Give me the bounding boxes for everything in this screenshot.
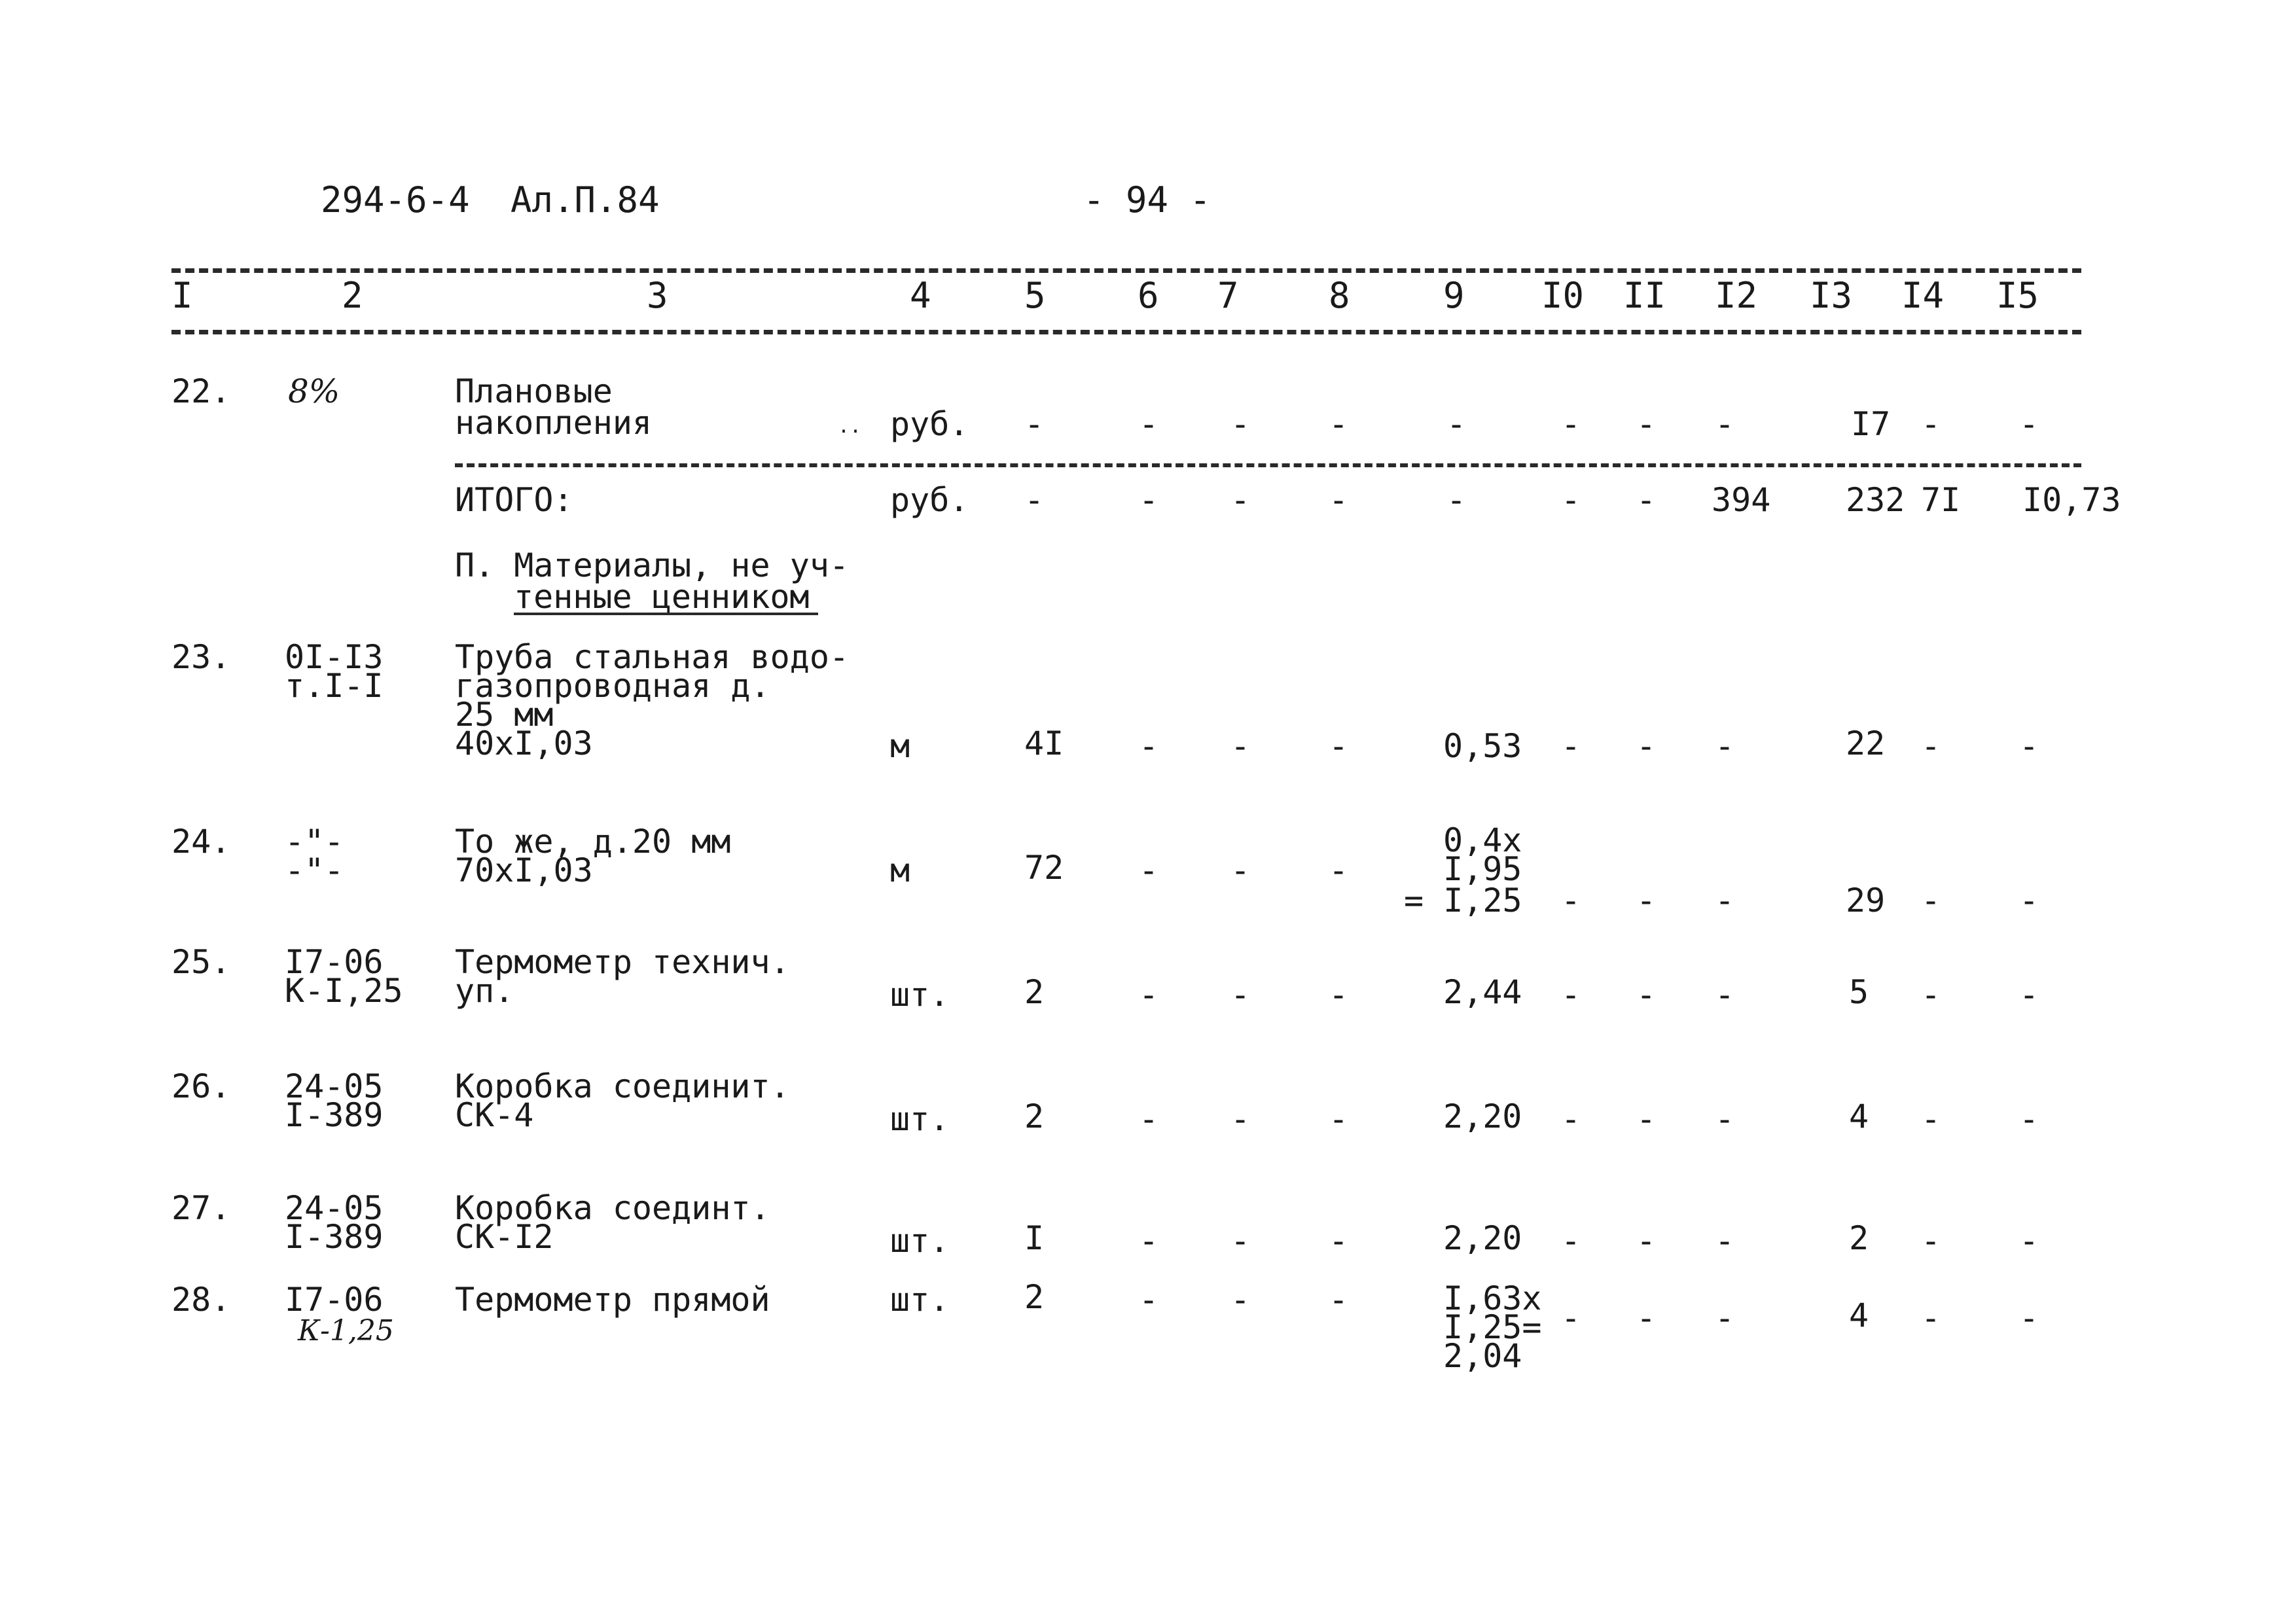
col5-value: 72: [1024, 849, 1064, 887]
col15-value: -: [2019, 405, 2039, 443]
col7-value: -: [1230, 481, 1251, 519]
row-number: 24.: [171, 823, 231, 861]
col5-value: 2: [1024, 973, 1045, 1011]
col14-value: -: [1921, 405, 1941, 443]
col13-value: 232: [1846, 481, 1905, 519]
col6-value: -: [1139, 1100, 1159, 1138]
col5-value: 2: [1024, 1278, 1045, 1316]
row-code-line2: -"-: [285, 851, 344, 889]
column-header-11: II: [1623, 275, 1666, 316]
row-name-line: Труба стальная водо-: [455, 638, 850, 676]
total-rule: [455, 463, 2081, 467]
total-label: ИТОГО:: [455, 481, 573, 519]
col5-value: I: [1024, 1219, 1045, 1257]
col7-value: -: [1230, 1100, 1251, 1138]
row-code-handwritten: К-1,25: [298, 1314, 394, 1347]
unit: шт.: [890, 1222, 950, 1260]
col11-value: -: [1636, 481, 1657, 519]
col10-value: -: [1561, 1222, 1581, 1260]
col9-value: 2,44: [1443, 973, 1522, 1011]
row-name-line: газопроводная д.: [455, 667, 770, 705]
row-code: 24-05: [285, 1189, 384, 1227]
row-code: I7-06: [285, 943, 384, 981]
col13-value: 4: [1849, 1097, 1869, 1135]
col15-value: I0,73: [2022, 481, 2121, 519]
col9-value-line1: 0,4х: [1443, 821, 1522, 859]
row-name-line: Плановые: [455, 372, 613, 410]
col9-value-line2: I,25=: [1443, 1308, 1542, 1346]
column-header-12: I2: [1715, 275, 1758, 316]
col9-value: 0,53: [1443, 727, 1522, 765]
table-top-rule: [171, 268, 2081, 273]
row-code-line2: I-389: [285, 1218, 384, 1256]
column-header-9: 9: [1443, 275, 1465, 316]
column-header-15: I5: [1996, 275, 2039, 316]
col14-value: -: [1921, 1299, 1941, 1337]
col10-value: -: [1561, 405, 1581, 443]
col5-value: -: [1024, 481, 1045, 519]
row-code: 8%: [288, 372, 340, 410]
col12-value: -: [1715, 882, 1735, 919]
document-code: 294-6-4: [321, 179, 470, 221]
page-number: - 94 -: [1083, 179, 1211, 221]
row-name-line: 40хI,03: [455, 724, 593, 762]
unit: шт.: [890, 1281, 950, 1319]
col7-value: -: [1230, 727, 1251, 765]
col8-value: -: [1329, 1222, 1349, 1260]
col8-value: -: [1329, 1281, 1349, 1319]
col13-value: 2: [1849, 1219, 1869, 1257]
col13-value: I7: [1851, 405, 1891, 443]
col9-value-line3: = I,25: [1404, 882, 1522, 919]
row-name-line: Коробка соединт.: [455, 1189, 770, 1227]
unit: руб.: [890, 405, 969, 443]
col12-value: -: [1715, 405, 1735, 443]
row-number: 26.: [171, 1067, 231, 1105]
row-code-line2: I-389: [285, 1096, 384, 1134]
col7-value: -: [1230, 405, 1251, 443]
col9-value: -: [1446, 405, 1467, 443]
column-header-3: 3: [647, 275, 668, 316]
col12-value: -: [1715, 976, 1735, 1014]
col7-value: -: [1230, 1281, 1251, 1319]
col14-value: -: [1921, 727, 1941, 765]
column-header-7: 7: [1217, 275, 1239, 316]
unit: шт.: [890, 1100, 950, 1138]
unit: м: [890, 727, 910, 765]
col9-value-line1: I,63х: [1443, 1279, 1542, 1317]
row-code-line2: т.I-I: [285, 667, 384, 705]
col13-value: 29: [1846, 882, 1886, 919]
column-header-10: I0: [1541, 275, 1585, 316]
row-name-line: 25 мм: [455, 696, 554, 734]
col10-value: -: [1561, 1100, 1581, 1138]
col8-value: -: [1329, 727, 1349, 765]
col11-value: -: [1636, 405, 1657, 443]
col6-value: -: [1139, 405, 1159, 443]
col15-value: -: [2019, 1100, 2039, 1138]
col12-value: 394: [1712, 481, 1771, 519]
section-heading-line2: тенные ценником: [514, 578, 810, 616]
col12-value: -: [1715, 1100, 1735, 1138]
col6-value: -: [1139, 976, 1159, 1014]
row-name-line: Термометр прямой: [455, 1281, 770, 1319]
section-underline: [514, 613, 818, 615]
col9-value: 2,20: [1443, 1219, 1522, 1257]
col13-value: 5: [1849, 973, 1869, 1011]
col10-value: -: [1561, 976, 1581, 1014]
row-number: 27.: [171, 1189, 231, 1227]
col13-value: 22: [1846, 724, 1886, 762]
col12-value: -: [1715, 727, 1735, 765]
col13-value: 4: [1849, 1296, 1869, 1334]
section-heading: П. Материалы, не уч-: [455, 546, 850, 584]
column-header-14: I4: [1901, 275, 1945, 316]
col7-value: -: [1230, 1222, 1251, 1260]
col8-value: -: [1329, 976, 1349, 1014]
col11-value: -: [1636, 882, 1657, 919]
col15-value: -: [2019, 882, 2039, 919]
column-header-13: I3: [1810, 275, 1853, 316]
row-code: -"-: [285, 823, 344, 861]
col15-value: -: [2019, 727, 2039, 765]
row-code: I7-06: [285, 1281, 384, 1319]
column-header-8: 8: [1329, 275, 1350, 316]
row-name-line: 70хI,03: [455, 851, 593, 889]
table-header-rule: [171, 330, 2081, 334]
row-code: 0I-I3: [285, 638, 384, 676]
column-header-1: I: [171, 275, 193, 316]
col9-value-line3: 2,04: [1443, 1337, 1522, 1375]
col10-value: -: [1561, 1299, 1581, 1337]
col7-value: -: [1230, 851, 1251, 889]
unit: м: [890, 851, 910, 889]
col5-value: 4I: [1024, 724, 1064, 762]
col10-value: -: [1561, 481, 1581, 519]
unit: руб.: [890, 481, 969, 519]
col14-value: -: [1921, 1100, 1941, 1138]
col15-value: -: [2019, 1299, 2039, 1337]
col10-value: -: [1561, 882, 1581, 919]
col8-value: -: [1329, 481, 1349, 519]
row-mark: ..: [838, 415, 862, 438]
col6-value: -: [1139, 1222, 1159, 1260]
col10-value: -: [1561, 727, 1581, 765]
col9-value-line2: I,95: [1443, 850, 1522, 888]
col14-value: -: [1921, 976, 1941, 1014]
col12-value: -: [1715, 1299, 1735, 1337]
col6-value: -: [1139, 851, 1159, 889]
col11-value: -: [1636, 1100, 1657, 1138]
column-header-6: 6: [1138, 275, 1159, 316]
col9-value: 2,20: [1443, 1097, 1522, 1135]
col11-value: -: [1636, 976, 1657, 1014]
col5-value: -: [1024, 405, 1045, 443]
col5-value: 2: [1024, 1097, 1045, 1135]
album-reference: Ал.П.84: [511, 179, 660, 221]
col6-value: -: [1139, 727, 1159, 765]
row-name-line: СК-4: [455, 1096, 534, 1134]
col14-value: 7I: [1921, 481, 1961, 519]
col15-value: -: [2019, 1222, 2039, 1260]
col14-value: -: [1921, 1222, 1941, 1260]
col8-value: -: [1329, 1100, 1349, 1138]
col12-value: -: [1715, 1222, 1735, 1260]
col9-value: -: [1446, 481, 1467, 519]
row-number: 28.: [171, 1281, 231, 1319]
row-name-line: То же, д.20 мм: [455, 823, 731, 861]
row-number: 25.: [171, 943, 231, 981]
row-number: 23.: [171, 638, 231, 676]
row-name-line: накопления: [455, 404, 653, 442]
col11-value: -: [1636, 1222, 1657, 1260]
col11-value: -: [1636, 727, 1657, 765]
col7-value: -: [1230, 976, 1251, 1014]
row-name-line: Коробка соединит.: [455, 1067, 790, 1105]
col8-value: -: [1329, 405, 1349, 443]
col8-value: -: [1329, 851, 1349, 889]
row-number: 22.: [171, 372, 231, 410]
column-header-4: 4: [910, 275, 931, 316]
unit: шт.: [890, 976, 950, 1014]
row-name-line: уп.: [455, 972, 514, 1010]
row-name-line: Термометр технич.: [455, 943, 790, 981]
column-header-5: 5: [1024, 275, 1046, 316]
column-header-2: 2: [342, 275, 363, 316]
row-code-line2: К-I,25: [285, 972, 403, 1010]
col15-value: -: [2019, 976, 2039, 1014]
col6-value: -: [1139, 1281, 1159, 1319]
row-code: 24-05: [285, 1067, 384, 1105]
row-name-line: СК-I2: [455, 1218, 554, 1256]
col11-value: -: [1636, 1299, 1657, 1337]
col14-value: -: [1921, 882, 1941, 919]
col6-value: -: [1139, 481, 1159, 519]
